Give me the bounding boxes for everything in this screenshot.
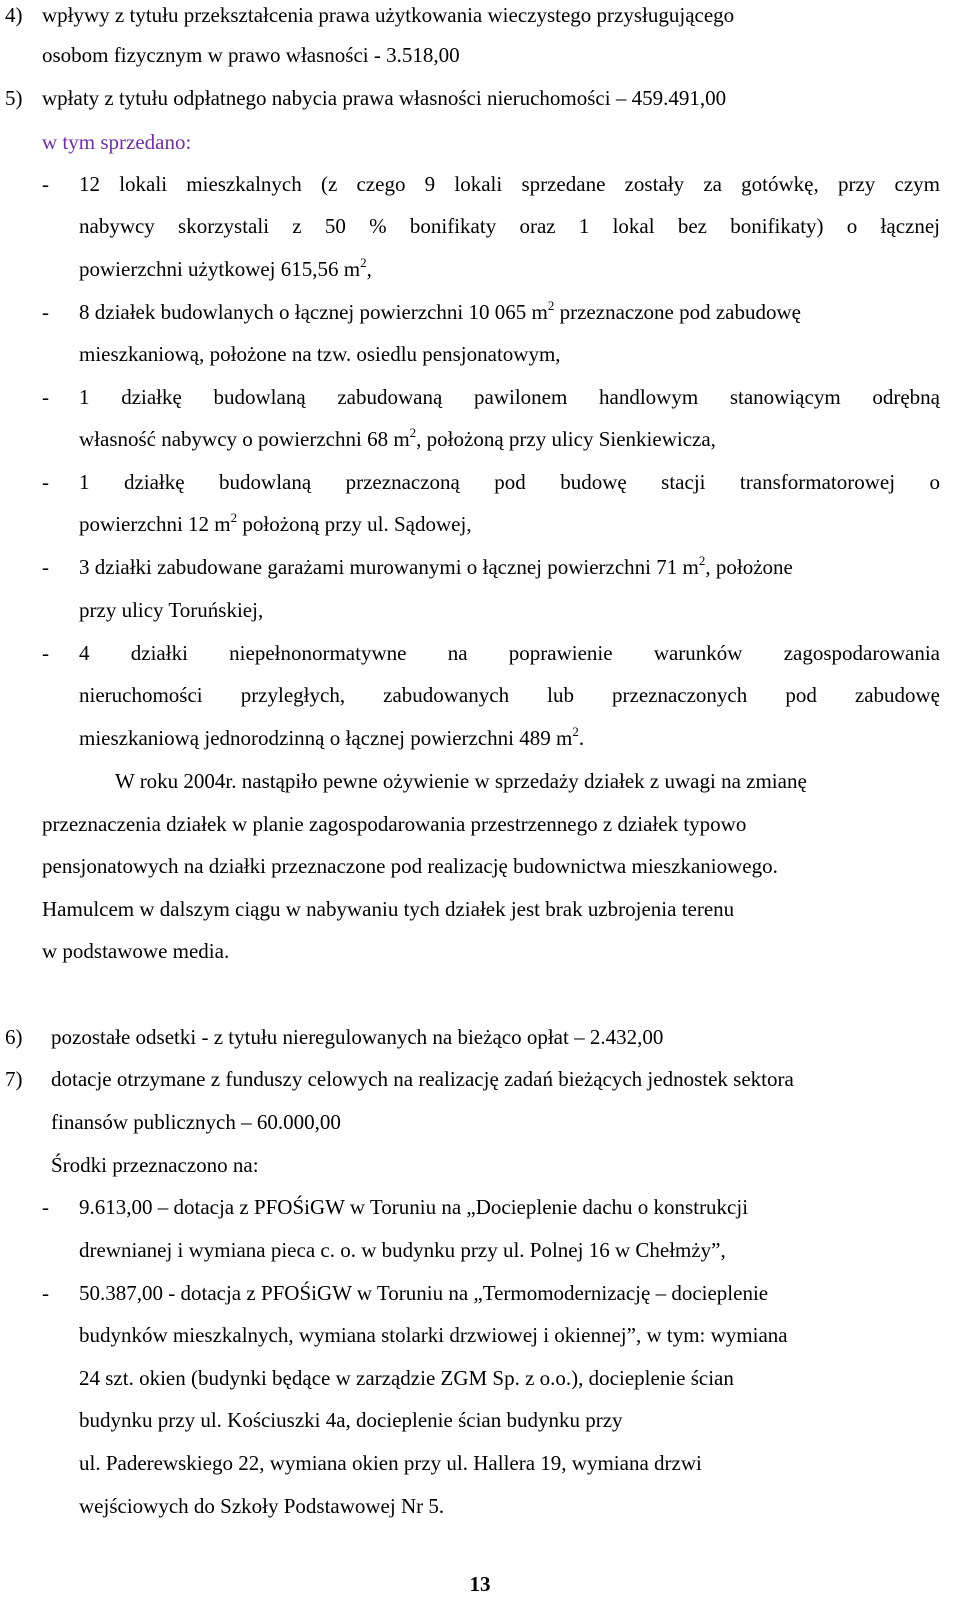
bullet-dash: -	[42, 1195, 49, 1219]
bullet-5-line-1: 3 działki zabudowane garażami murowanymi o łącznej powierzchni 71 $m^2$, położone	[79, 553, 793, 579]
bullet-dash: -	[42, 172, 49, 196]
paragraph-line-3: pensjonatowych na działki przeznaczone pod realizację budownictwa mieszkaniowego.	[42, 854, 778, 878]
item-7-number: 7)	[5, 1067, 23, 1091]
bullet-3-line-2: własność nabywcy o powierzchni 68 $m^2$, położoną przy ulicy Sienkiewicza,	[79, 425, 716, 451]
item-6-line-1: pozostałe odsetki - z tytułu nieregulowanych na bieżąco opłat – 2.432,00	[51, 1025, 664, 1049]
item-4-line-1: wpływy z tytułu przekształcenia prawa użytkowania wieczystego przysługującego	[42, 3, 735, 27]
dotation-1-line-2: drewnianej i wymiana pieca c. o. w budynku przy ul. Polnej 16 w Chełmży”,	[79, 1238, 726, 1262]
bullet-1-line-2: nabywcy skorzystali z 50 % bonifikaty oraz 1 lokal bez bonifikaty) o łącznej	[79, 214, 940, 238]
bullet-dash: -	[42, 385, 49, 409]
page-number: 13	[469, 1572, 491, 1596]
bullet-6-line-1: 4 działki niepełnonormatywne na poprawienie warunków zagospodarowania	[79, 641, 940, 665]
bullet-dash: -	[42, 555, 49, 579]
paragraph-line-1: W roku 2004r. nastąpiło pewne ożywienie w sprzedaży działek z uwagi na zmianę	[115, 769, 807, 793]
item-6-number: 6)	[5, 1025, 23, 1049]
bullet-dash: -	[42, 470, 49, 494]
bullet-1-line-1: 12 lokali mieszkalnych (z czego 9 lokali sprzedane zostały za gotówkę, przy czym	[79, 172, 940, 196]
item-7-line-1: dotacje otrzymane z funduszy celowych na realizację zadań bieżących jednostek sektora	[51, 1067, 794, 1091]
dotation-2-line-1: 50.387,00 - dotacja z PFOŚiGW w Toruniu na „Termomodernizację – docieplenie	[79, 1281, 769, 1305]
bullet-2-line-2: mieszkaniową, położone na tzw. osiedlu pensjonatowym,	[79, 342, 561, 366]
bullet-6-line-2: nieruchomości przyległych, zabudowanych lub przeznaczonych pod zabudowę	[79, 683, 940, 707]
bullet-4-line-2: powierzchni 12 $m^2$ położoną przy ul. Sądowej,	[79, 510, 472, 536]
bullet-dash: -	[42, 1281, 49, 1305]
bullet-2-line-1: 8 działek budowlanych o łącznej powierzchni 10 065 $m^2$ przeznaczone pod zabudowę	[79, 298, 801, 324]
dotation-2-line-2: budynków mieszkalnych, wymiana stolarki drzwiowej i okiennej”, w tym: wymiana	[79, 1323, 788, 1347]
item-4-number: 4)	[5, 3, 23, 27]
dotation-1-line-1: 9.613,00 – dotacja z PFOŚiGW w Toruniu na „Docieplenie dachu o konstrukcji	[79, 1195, 749, 1219]
item-4-line-2: osobom fizycznym w prawo własności - 3.518,00	[42, 43, 460, 67]
dotation-2-line-4: budynku przy ul. Kościuszki 4a, docieplenie ścian budynku przy	[79, 1408, 623, 1432]
bullet-5-line-2: przy ulicy Toruńskiej,	[79, 598, 264, 622]
dotation-2-line-3: 24 szt. okien (budynki będące w zarządzie ZGM Sp. z o.o.), docieplenie ścian	[79, 1366, 734, 1390]
dotation-2-line-5: ul. Paderewskiego 22, wymiana okien przy ul. Hallera 19, wymiana drzwi	[79, 1451, 702, 1475]
bullet-6-line-3: mieszkaniową jednorodzinną o łącznej powierzchni 489 $m^2$.	[79, 724, 585, 750]
sold-heading: w tym sprzedano:	[42, 130, 192, 154]
item-5-number: 5)	[5, 86, 23, 110]
paragraph-line-2: przeznaczenia działek w planie zagospodarowania przestrzennego z działek typowo	[42, 812, 747, 836]
bullet-3-line-1: 1 działkę budowlaną zabudowaną pawilonem handlowym stanowiącym odrębną	[79, 385, 940, 409]
item-5-line-1: wpłaty z tytułu odpłatnego nabycia prawa własności nieruchomości – 459.491,00	[42, 86, 727, 110]
dotation-2-line-6: wejściowych do Szkoły Podstawowej Nr 5.	[79, 1494, 445, 1518]
bullet-dash: -	[42, 300, 49, 324]
bullet-1-line-3: powierzchni użytkowej 615,56 $m^2$,	[79, 255, 372, 281]
item-7-line-3: Środki przeznaczono na:	[51, 1153, 259, 1177]
bullet-dash: -	[42, 641, 49, 665]
item-7-line-2: finansów publicznych – 60.000,00	[51, 1110, 341, 1134]
paragraph-line-5: w podstawowe media.	[42, 939, 230, 963]
bullet-4-line-1: 1 działkę budowlaną przeznaczoną pod budowę stacji transformatorowej o	[79, 470, 940, 494]
paragraph-line-4: Hamulcem w dalszym ciągu w nabywaniu tych działek jest brak uzbrojenia terenu	[42, 897, 735, 921]
